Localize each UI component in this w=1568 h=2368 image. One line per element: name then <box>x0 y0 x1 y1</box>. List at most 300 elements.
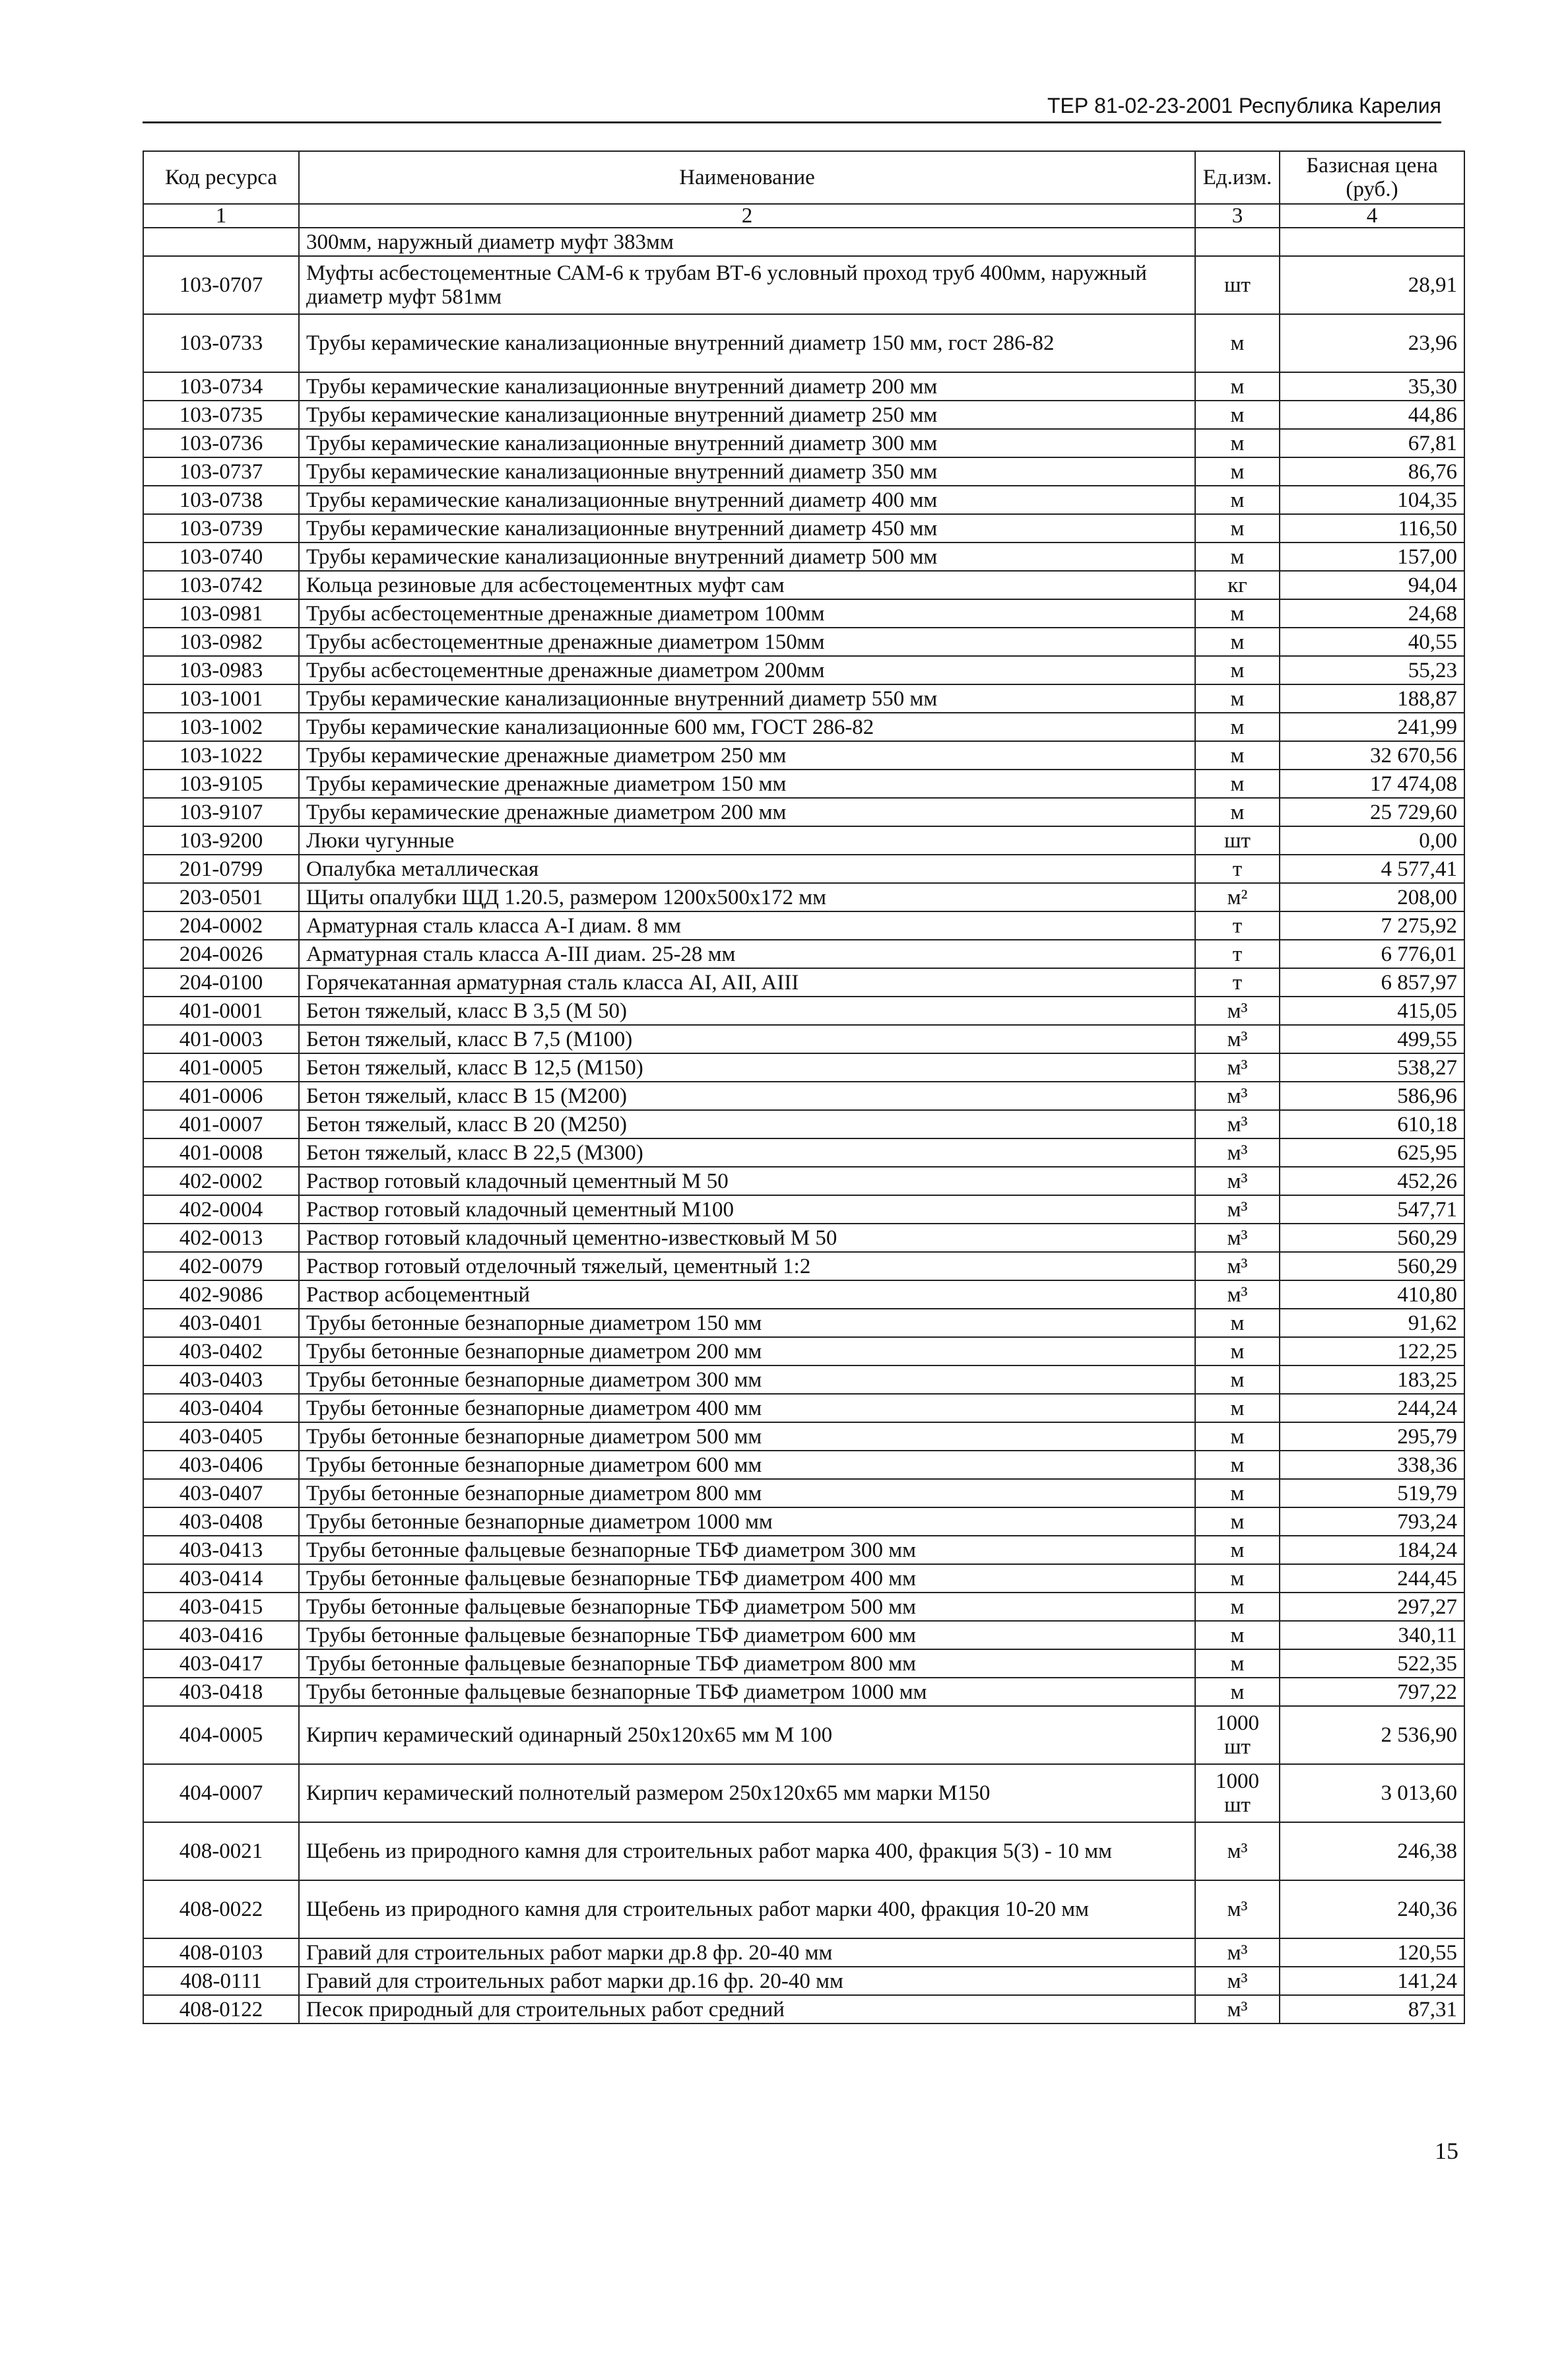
price-cell: 116,50 <box>1280 514 1464 543</box>
price-table <box>143 150 1465 2024</box>
resource-code-cell: 401-0007 <box>143 1110 299 1138</box>
table-row <box>143 514 1464 543</box>
column-number: 1 <box>143 204 299 228</box>
price-cell: 183,25 <box>1280 1365 1464 1394</box>
price-cell: 44,86 <box>1280 401 1464 429</box>
unit-cell: шт <box>1195 826 1280 855</box>
unit-cell: м³ <box>1195 1082 1280 1110</box>
table-row <box>143 1110 1464 1138</box>
table-row <box>143 883 1464 911</box>
resource-code-cell: 403-0406 <box>143 1451 299 1479</box>
unit-cell: м <box>1195 1451 1280 1479</box>
table-row <box>143 1224 1464 1252</box>
table-row <box>143 1938 1464 1967</box>
resource-name-cell: Трубы керамические канализационные внутренний диаметр 400 мм <box>299 486 1195 514</box>
resource-name-cell: Трубы асбестоцементные дренажные диаметром 200мм <box>299 656 1195 684</box>
resource-name-cell: Трубы керамические канализационные внутренний диаметр 500 мм <box>299 543 1195 571</box>
resource-code-cell: 401-0006 <box>143 1082 299 1110</box>
resource-name-cell: Кольца резиновые для асбестоцементных муфт сам <box>299 571 1195 599</box>
price-cell: 340,11 <box>1280 1621 1464 1649</box>
column-header-unit: Ед.изм. <box>1195 151 1280 204</box>
resource-name-cell: Трубы керамические канализационные внутренний диаметр 200 мм <box>299 372 1195 401</box>
resource-name-cell: Люки чугунные <box>299 826 1195 855</box>
resource-code-cell: 103-0981 <box>143 599 299 628</box>
resource-name-cell: Трубы бетонные фальцевые безнапорные ТБФ диаметром 400 мм <box>299 1564 1195 1593</box>
unit-cell: т <box>1195 911 1280 940</box>
unit-cell: м <box>1195 1593 1280 1621</box>
resource-name-cell: Бетон тяжелый, класс В 12,5 (М150) <box>299 1053 1195 1082</box>
resource-code-cell: 103-0737 <box>143 457 299 486</box>
price-cell: 141,24 <box>1280 1967 1464 1995</box>
resource-name-cell: Опалубка металлическая <box>299 855 1195 883</box>
unit-cell: т <box>1195 940 1280 968</box>
resource-code-cell: 103-0982 <box>143 628 299 656</box>
table-row <box>143 1995 1464 2023</box>
price-cell: 120,55 <box>1280 1938 1464 1967</box>
price-cell: 188,87 <box>1280 684 1464 713</box>
resource-code-cell: 402-0004 <box>143 1195 299 1224</box>
unit-cell: м³ <box>1195 1967 1280 1995</box>
table-row <box>143 1280 1464 1309</box>
resource-name-cell: Трубы асбестоцементные дренажные диаметром 150мм <box>299 628 1195 656</box>
resource-code-cell: 401-0001 <box>143 997 299 1025</box>
resource-code-cell: 103-1022 <box>143 741 299 770</box>
price-cell: 415,05 <box>1280 997 1464 1025</box>
resource-name-cell: Трубы бетонные безнапорные диаметром 200 мм <box>299 1337 1195 1365</box>
table-row <box>143 457 1464 486</box>
table-row <box>143 1593 1464 1621</box>
column-header-name: Наименование <box>299 151 1195 204</box>
price-cell: 122,25 <box>1280 1337 1464 1365</box>
unit-cell: м³ <box>1195 1195 1280 1224</box>
unit-cell: м <box>1195 1422 1280 1451</box>
resource-code-cell: 204-0026 <box>143 940 299 968</box>
column-header-code: Код ресурса <box>143 151 299 204</box>
resource-code-cell: 403-0413 <box>143 1536 299 1564</box>
resource-code-cell: 404-0005 <box>143 1706 299 1764</box>
table-row <box>143 855 1464 883</box>
resource-name-cell: Гравий для строительных работ марки др.16 фр. 20-40 мм <box>299 1967 1195 1995</box>
price-cell: 25 729,60 <box>1280 798 1464 826</box>
table-header-row <box>143 151 1464 204</box>
table-row <box>143 599 1464 628</box>
resource-code-cell: 204-0002 <box>143 911 299 940</box>
price-cell: 3 013,60 <box>1280 1764 1464 1822</box>
price-cell: 94,04 <box>1280 571 1464 599</box>
unit-cell: м³ <box>1195 1938 1280 1967</box>
resource-name-cell: Бетон тяжелый, класс В 22,5 (М300) <box>299 1138 1195 1167</box>
resource-code-cell: 402-0013 <box>143 1224 299 1252</box>
column-number: 3 <box>1195 204 1280 228</box>
resource-name-cell: Трубы бетонные фальцевые безнапорные ТБФ диаметром 500 мм <box>299 1593 1195 1621</box>
price-cell: 87,31 <box>1280 1995 1464 2023</box>
unit-cell: м <box>1195 1337 1280 1365</box>
resource-name-cell: Трубы бетонные фальцевые безнапорные ТБФ диаметром 800 мм <box>299 1649 1195 1678</box>
unit-cell: м <box>1195 429 1280 457</box>
price-cell: 184,24 <box>1280 1536 1464 1564</box>
resource-name-cell: Щебень из природного камня для строительных работ марки 400, фракция 10-20 мм <box>299 1880 1195 1938</box>
unit-cell: м² <box>1195 883 1280 911</box>
table-row <box>143 486 1464 514</box>
resource-code-cell: 403-0403 <box>143 1365 299 1394</box>
resource-code-cell: 103-9107 <box>143 798 299 826</box>
price-cell: 295,79 <box>1280 1422 1464 1451</box>
table-row <box>143 1025 1464 1053</box>
price-cell: 6 857,97 <box>1280 968 1464 997</box>
resource-code-cell: 403-0414 <box>143 1564 299 1593</box>
unit-cell: кг <box>1195 571 1280 599</box>
price-cell: 244,45 <box>1280 1564 1464 1593</box>
resource-name-cell: Бетон тяжелый, класс В 3,5 (М 50) <box>299 997 1195 1025</box>
unit-cell: т <box>1195 855 1280 883</box>
resource-name-cell: Раствор готовый кладочный цементно-известковый М 50 <box>299 1224 1195 1252</box>
table-row <box>143 1167 1464 1195</box>
resource-code-cell: 403-0418 <box>143 1678 299 1706</box>
resource-code-cell: 404-0007 <box>143 1764 299 1822</box>
resource-name-cell: Трубы бетонные безнапорные диаметром 800 мм <box>299 1479 1195 1507</box>
unit-cell: м <box>1195 1536 1280 1564</box>
header-divider <box>143 121 1441 123</box>
price-cell: 0,00 <box>1280 826 1464 855</box>
column-number: 2 <box>299 204 1195 228</box>
unit-cell: 1000 шт <box>1195 1706 1280 1764</box>
table-row <box>143 1967 1464 1995</box>
table-row <box>143 1822 1464 1880</box>
table-row <box>143 1536 1464 1564</box>
resource-name-cell: Гравий для строительных работ марки др.8 фр. 20-40 мм <box>299 1938 1195 1967</box>
resource-name-cell: Песок природный для строительных работ средний <box>299 1995 1195 2023</box>
resource-name-cell: Трубы керамические канализационные внутренний диаметр 350 мм <box>299 457 1195 486</box>
resource-code-cell: 408-0111 <box>143 1967 299 1995</box>
price-cell: 2 536,90 <box>1280 1706 1464 1764</box>
resource-name-cell: Кирпич керамический полнотелый размером 250x120x65 мм марки М150 <box>299 1764 1195 1822</box>
price-cell <box>1280 228 1464 256</box>
resource-code-cell: 401-0003 <box>143 1025 299 1053</box>
resource-name-cell: 300мм, наружный диаметр муфт 383мм <box>299 228 1195 256</box>
table-row <box>143 940 1464 968</box>
price-cell: 625,95 <box>1280 1138 1464 1167</box>
unit-cell: м <box>1195 798 1280 826</box>
resource-code-cell: 401-0008 <box>143 1138 299 1167</box>
price-cell: 499,55 <box>1280 1025 1464 1053</box>
resource-name-cell: Трубы бетонные безнапорные диаметром 150 мм <box>299 1309 1195 1337</box>
resource-code-cell: 403-0417 <box>143 1649 299 1678</box>
table-row <box>143 228 1464 256</box>
resource-code-cell: 403-0407 <box>143 1479 299 1507</box>
unit-cell: м³ <box>1195 1995 1280 2023</box>
resource-code-cell: 403-0402 <box>143 1337 299 1365</box>
resource-code-cell: 103-0736 <box>143 429 299 457</box>
table-row <box>143 713 1464 741</box>
unit-cell: 1000 шт <box>1195 1764 1280 1822</box>
table-row <box>143 571 1464 599</box>
price-cell: 560,29 <box>1280 1252 1464 1280</box>
unit-cell: м <box>1195 741 1280 770</box>
price-cell: 586,96 <box>1280 1082 1464 1110</box>
price-cell: 86,76 <box>1280 457 1464 486</box>
unit-cell: м <box>1195 599 1280 628</box>
resource-name-cell: Бетон тяжелый, класс В 7,5 (М100) <box>299 1025 1195 1053</box>
unit-cell: м <box>1195 1479 1280 1507</box>
resource-name-cell: Трубы асбестоцементные дренажные диаметром 100мм <box>299 599 1195 628</box>
price-cell: 32 670,56 <box>1280 741 1464 770</box>
table-row <box>143 968 1464 997</box>
table-row <box>143 656 1464 684</box>
page-number: 15 <box>1435 2138 1458 2164</box>
unit-cell: м <box>1195 457 1280 486</box>
price-cell: 244,24 <box>1280 1394 1464 1422</box>
table-row <box>143 826 1464 855</box>
resource-name-cell: Щиты опалубки ЩД 1.20.5, размером 1200x500x172 мм <box>299 883 1195 911</box>
resource-name-cell: Трубы керамические канализационные внутренний диаметр 450 мм <box>299 514 1195 543</box>
resource-code-cell <box>143 228 299 256</box>
table-row <box>143 1053 1464 1082</box>
table-row <box>143 1479 1464 1507</box>
resource-name-cell: Трубы керамические канализационные внутренний диаметр 300 мм <box>299 429 1195 457</box>
table-row <box>143 684 1464 713</box>
price-cell: 104,35 <box>1280 486 1464 514</box>
table-row <box>143 1621 1464 1649</box>
table-row <box>143 543 1464 571</box>
column-number-row <box>143 204 1464 228</box>
unit-cell: м <box>1195 314 1280 372</box>
unit-cell: м³ <box>1195 1280 1280 1309</box>
price-cell: 40,55 <box>1280 628 1464 656</box>
table-row <box>143 1507 1464 1536</box>
resource-code-cell: 103-1001 <box>143 684 299 713</box>
price-cell: 157,00 <box>1280 543 1464 571</box>
resource-code-cell: 403-0415 <box>143 1593 299 1621</box>
resource-name-cell: Трубы бетонные фальцевые безнапорные ТБФ диаметром 1000 мм <box>299 1678 1195 1706</box>
unit-cell: м³ <box>1195 1880 1280 1938</box>
resource-name-cell: Трубы бетонные безнапорные диаметром 500 мм <box>299 1422 1195 1451</box>
price-cell: 410,80 <box>1280 1280 1464 1309</box>
table-row <box>143 1678 1464 1706</box>
resource-code-cell: 403-0416 <box>143 1621 299 1649</box>
price-cell: 4 577,41 <box>1280 855 1464 883</box>
resource-name-cell: Трубы керамические канализационные 600 мм, ГОСТ 286-82 <box>299 713 1195 741</box>
table-row <box>143 1365 1464 1394</box>
unit-cell: м³ <box>1195 997 1280 1025</box>
table-row <box>143 1138 1464 1167</box>
table-row <box>143 628 1464 656</box>
unit-cell: м <box>1195 1309 1280 1337</box>
table-row <box>143 1451 1464 1479</box>
price-cell: 610,18 <box>1280 1110 1464 1138</box>
table-row <box>143 372 1464 401</box>
resource-name-cell: Трубы бетонные безнапорные диаметром 300 мм <box>299 1365 1195 1394</box>
resource-name-cell: Бетон тяжелый, класс В 15 (М200) <box>299 1082 1195 1110</box>
price-cell: 452,26 <box>1280 1167 1464 1195</box>
table-body <box>143 228 1464 2023</box>
unit-cell: м³ <box>1195 1053 1280 1082</box>
resource-code-cell: 103-0734 <box>143 372 299 401</box>
price-cell: 67,81 <box>1280 429 1464 457</box>
unit-cell: м <box>1195 1394 1280 1422</box>
price-cell: 208,00 <box>1280 883 1464 911</box>
resource-name-cell: Арматурная сталь класса А-III диам. 25-28 мм <box>299 940 1195 968</box>
price-cell: 17 474,08 <box>1280 770 1464 798</box>
resource-name-cell: Щебень из природного камня для строительных работ марка 400, фракция 5(3) - 10 мм <box>299 1822 1195 1880</box>
resource-name-cell: Горячекатанная арматурная сталь класса AI, AII, AIII <box>299 968 1195 997</box>
unit-cell: т <box>1195 968 1280 997</box>
table-row <box>143 1422 1464 1451</box>
unit-cell: м <box>1195 684 1280 713</box>
table-row <box>143 741 1464 770</box>
resource-name-cell: Раствор готовый кладочный цементный М100 <box>299 1195 1195 1224</box>
resource-name-cell: Трубы керамические дренажные диаметром 200 мм <box>299 798 1195 826</box>
resource-code-cell: 402-9086 <box>143 1280 299 1309</box>
resource-code-cell: 103-0733 <box>143 314 299 372</box>
table-row <box>143 314 1464 372</box>
table-row <box>143 429 1464 457</box>
resource-code-cell: 403-0405 <box>143 1422 299 1451</box>
unit-cell: м³ <box>1195 1138 1280 1167</box>
table-row <box>143 911 1464 940</box>
resource-code-cell: 408-0022 <box>143 1880 299 1938</box>
unit-cell: м <box>1195 1365 1280 1394</box>
price-cell: 23,96 <box>1280 314 1464 372</box>
table-row <box>143 770 1464 798</box>
price-cell: 793,24 <box>1280 1507 1464 1536</box>
resource-code-cell: 201-0799 <box>143 855 299 883</box>
resource-code-cell: 103-0735 <box>143 401 299 429</box>
resource-code-cell: 103-0983 <box>143 656 299 684</box>
unit-cell: м³ <box>1195 1025 1280 1053</box>
resource-name-cell: Трубы бетонные безнапорные диаметром 400 мм <box>299 1394 1195 1422</box>
resource-code-cell: 103-9105 <box>143 770 299 798</box>
resource-name-cell: Трубы керамические канализационные внутренний диаметр 250 мм <box>299 401 1195 429</box>
unit-cell: м <box>1195 543 1280 571</box>
column-number: 4 <box>1280 204 1464 228</box>
resource-name-cell: Трубы керамические канализационные внутренний диаметр 550 мм <box>299 684 1195 713</box>
resource-code-cell: 203-0501 <box>143 883 299 911</box>
table-row <box>143 256 1464 314</box>
resource-code-cell: 204-0100 <box>143 968 299 997</box>
unit-cell: м³ <box>1195 1167 1280 1195</box>
resource-name-cell: Трубы керамические канализационные внутренний диаметр 150 мм, гост 286-82 <box>299 314 1195 372</box>
table-row <box>143 401 1464 429</box>
price-cell: 297,27 <box>1280 1593 1464 1621</box>
table-row <box>143 997 1464 1025</box>
resource-name-cell: Трубы бетонные безнапорные диаметром 1000 мм <box>299 1507 1195 1536</box>
resource-code-cell: 402-0079 <box>143 1252 299 1280</box>
resource-name-cell: Раствор готовый кладочный цементный М 50 <box>299 1167 1195 1195</box>
resource-code-cell: 403-0408 <box>143 1507 299 1536</box>
resource-name-cell: Трубы бетонные безнапорные диаметром 600 мм <box>299 1451 1195 1479</box>
resource-name-cell: Трубы бетонные фальцевые безнапорные ТБФ диаметром 300 мм <box>299 1536 1195 1564</box>
table-row <box>143 1252 1464 1280</box>
resource-name-cell: Трубы керамические дренажные диаметром 250 мм <box>299 741 1195 770</box>
price-cell: 538,27 <box>1280 1053 1464 1082</box>
table-row <box>143 1195 1464 1224</box>
resource-code-cell: 103-0738 <box>143 486 299 514</box>
unit-cell: м <box>1195 656 1280 684</box>
resource-name-cell: Арматурная сталь класса А-I диам. 8 мм <box>299 911 1195 940</box>
resource-code-cell: 403-0401 <box>143 1309 299 1337</box>
resource-name-cell: Кирпич керамический одинарный 250x120x65 мм М 100 <box>299 1706 1195 1764</box>
table-row <box>143 1649 1464 1678</box>
unit-cell: м <box>1195 1649 1280 1678</box>
price-cell: 522,35 <box>1280 1649 1464 1678</box>
table-row <box>143 1394 1464 1422</box>
unit-cell: м <box>1195 486 1280 514</box>
price-cell: 797,22 <box>1280 1678 1464 1706</box>
price-cell: 519,79 <box>1280 1479 1464 1507</box>
unit-cell <box>1195 228 1280 256</box>
price-cell: 24,68 <box>1280 599 1464 628</box>
price-cell: 7 275,92 <box>1280 911 1464 940</box>
unit-cell: шт <box>1195 256 1280 314</box>
price-cell: 35,30 <box>1280 372 1464 401</box>
unit-cell: м <box>1195 372 1280 401</box>
resource-code-cell: 408-0122 <box>143 1995 299 2023</box>
price-cell: 338,36 <box>1280 1451 1464 1479</box>
unit-cell: м <box>1195 514 1280 543</box>
unit-cell: м <box>1195 1507 1280 1536</box>
resource-name-cell: Раствор готовый отделочный тяжелый, цементный 1:2 <box>299 1252 1195 1280</box>
unit-cell: м <box>1195 1678 1280 1706</box>
resource-code-cell: 103-9200 <box>143 826 299 855</box>
resource-code-cell: 103-1002 <box>143 713 299 741</box>
unit-cell: м <box>1195 1621 1280 1649</box>
resource-code-cell: 408-0103 <box>143 1938 299 1967</box>
resource-name-cell: Раствор асбоцементный <box>299 1280 1195 1309</box>
resource-code-cell: 103-0742 <box>143 571 299 599</box>
unit-cell: м <box>1195 1564 1280 1593</box>
column-header-price: Базисная цена (руб.) <box>1280 151 1464 204</box>
table-row <box>143 1564 1464 1593</box>
unit-cell: м <box>1195 713 1280 741</box>
table-row <box>143 1880 1464 1938</box>
table-row <box>143 1082 1464 1110</box>
table-row <box>143 1706 1464 1764</box>
unit-cell: м <box>1195 628 1280 656</box>
resource-code-cell: 401-0005 <box>143 1053 299 1082</box>
resource-code-cell: 402-0002 <box>143 1167 299 1195</box>
resource-name-cell: Трубы бетонные фальцевые безнапорные ТБФ диаметром 600 мм <box>299 1621 1195 1649</box>
table-row <box>143 1337 1464 1365</box>
unit-cell: м³ <box>1195 1822 1280 1880</box>
price-cell: 240,36 <box>1280 1880 1464 1938</box>
resource-code-cell: 408-0021 <box>143 1822 299 1880</box>
resource-name-cell: Бетон тяжелый, класс В 20 (М250) <box>299 1110 1195 1138</box>
price-cell: 6 776,01 <box>1280 940 1464 968</box>
resource-code-cell: 103-0707 <box>143 256 299 314</box>
table-row <box>143 1764 1464 1822</box>
price-cell: 91,62 <box>1280 1309 1464 1337</box>
price-cell: 241,99 <box>1280 713 1464 741</box>
resource-code-cell: 403-0404 <box>143 1394 299 1422</box>
resource-code-cell: 103-0740 <box>143 543 299 571</box>
price-cell: 547,71 <box>1280 1195 1464 1224</box>
resource-name-cell: Муфты асбестоцементные САМ-6 к трубам ВТ-6 условный проход труб 400мм, наружный диаметр муфт 581мм <box>299 256 1195 314</box>
resource-name-cell: Трубы керамические дренажные диаметром 150 мм <box>299 770 1195 798</box>
unit-cell: м <box>1195 401 1280 429</box>
unit-cell: м <box>1195 770 1280 798</box>
resource-code-cell: 103-0739 <box>143 514 299 543</box>
price-cell: 246,38 <box>1280 1822 1464 1880</box>
unit-cell: м³ <box>1195 1224 1280 1252</box>
unit-cell: м³ <box>1195 1252 1280 1280</box>
table-row <box>143 1309 1464 1337</box>
price-cell: 55,23 <box>1280 656 1464 684</box>
table-row <box>143 798 1464 826</box>
document-header: ТЕР 81-02-23-2001 Республика Карелия <box>1047 94 1441 117</box>
price-cell: 28,91 <box>1280 256 1464 314</box>
price-cell: 560,29 <box>1280 1224 1464 1252</box>
unit-cell: м³ <box>1195 1110 1280 1138</box>
